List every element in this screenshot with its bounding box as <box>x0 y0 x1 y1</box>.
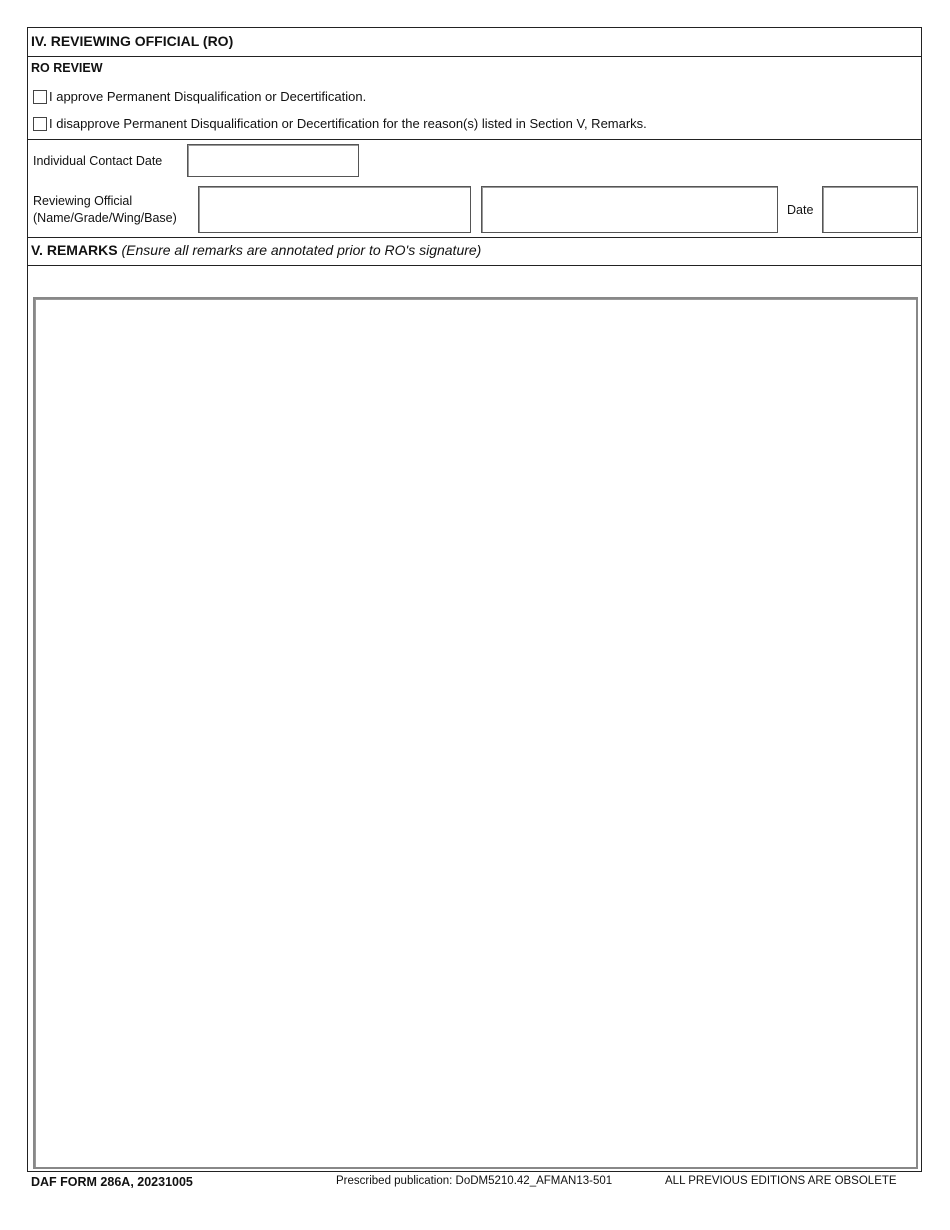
reviewing-official-name-field[interactable] <box>198 186 471 233</box>
contact-date-label: Individual Contact Date <box>33 154 163 168</box>
reviewing-official-label: Reviewing Official <box>33 194 133 208</box>
section-5-header <box>31 242 481 258</box>
section-5-title: V. REMARKS <box>31 242 118 258</box>
contact-date-field[interactable] <box>187 144 359 177</box>
remarks-textarea[interactable] <box>33 297 918 1169</box>
ro-review-label: RO REVIEW <box>31 61 103 75</box>
approve-checkbox[interactable] <box>33 90 47 104</box>
date-label: Date <box>787 203 814 217</box>
divider <box>27 237 922 238</box>
obsolete-notice: ALL PREVIOUS EDITIONS ARE OBSOLETE <box>665 1175 897 1187</box>
disapprove-label: I disapprove Permanent Disqualification or Decertification for the reason(s) listed in Section V, Remarks. <box>49 116 647 131</box>
divider <box>27 139 922 140</box>
prescribed-publication: Prescribed publication: DoDM5210.42_AFMAN13-501 <box>336 1175 613 1187</box>
reviewing-official-sublabel: (Name/Grade/Wing/Base) <box>33 211 177 225</box>
form-id: DAF FORM 286A, 20231005 <box>31 1175 193 1189</box>
date-field[interactable] <box>822 186 918 233</box>
divider <box>27 56 922 57</box>
disapprove-checkbox[interactable] <box>33 117 47 131</box>
divider <box>27 265 922 266</box>
reviewing-official-signature-field[interactable] <box>481 186 778 233</box>
approve-label: I approve Permanent Disqualification or Decertification. <box>49 89 367 104</box>
section-4-title: IV. REVIEWING OFFICIAL (RO) <box>31 33 234 49</box>
section-5-subtitle: (Ensure all remarks are annotated prior to RO's signature) <box>121 242 482 258</box>
